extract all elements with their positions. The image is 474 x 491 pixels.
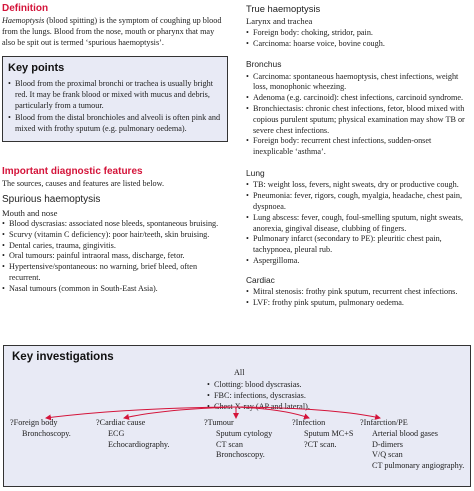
branch-infarction: [360, 418, 464, 472]
lung-title: Lung: [246, 168, 265, 179]
branch-item: V/Q scan: [372, 450, 403, 460]
key-investigations-title: Key investigations: [12, 351, 114, 363]
branch-cardiac: [96, 418, 170, 450]
mouth-nose-title: Mouth and nose: [2, 207, 58, 218]
lung-item: • Pulmonary infarct (secondary to PE): pleuritic chest pain, tachypnoea, pleural rub.: [246, 234, 472, 256]
mouth-nose-item: • Nasal tumours (common in South-East Asia).: [2, 284, 228, 295]
definition-title: Definition: [2, 3, 49, 14]
lung-item: • Pneumonia: fever, rigors, cough, myalgia, headache, chest pain, dyspnoea.: [246, 191, 472, 213]
branch-head: ?Tumour: [204, 418, 234, 427]
diagnostic-title: Important diagnostic features: [2, 166, 143, 178]
definition-body: (blood spitting) is the symptom of coughing up blood from the lungs. Blood from the nose, mouth or pharynx that may also be spit out is termed ‘spurious haemoptysis’.: [2, 16, 222, 47]
lung-item: • TB: weight loss, fevers, night sweats, dry or productive cough.: [246, 180, 472, 191]
branch-item: Sputum cytology: [216, 428, 273, 438]
branch-item: D-dimers: [372, 439, 403, 449]
mouth-nose-item: • Hypertensive/spontaneous: no warning, brief bleed, often recurrent.: [2, 262, 228, 284]
branch-foreign-body: [10, 418, 71, 440]
key-point-item: • Blood from the proximal bronchi or trachea is usually bright red. It may be frank blood or mixed with mucus and debris, particularly from a tumour.: [8, 79, 222, 111]
larynx-item: • Carcinoma: hoarse voice, bovine cough.: [246, 39, 472, 50]
branch-item: CT scan: [216, 439, 243, 449]
right-column: [246, 3, 472, 309]
larynx-list: [246, 28, 472, 50]
all-investigation-item: • FBC: infections, dyscrasias.: [207, 391, 417, 402]
diagnostic-intro: The sources, causes and features are listed below.: [2, 178, 165, 188]
branch-head: ?Infarction/PE: [360, 418, 408, 427]
branch-item: ?CT scan.: [304, 439, 337, 449]
bronchus-title: Bronchus: [246, 59, 282, 70]
cardiac-item: • Mitral stenosis: frothy pink sputum, recurrent chest infections.: [246, 287, 472, 298]
larynx-item: • Foreign body: choking, stridor, pain.: [246, 28, 472, 39]
key-investigations-box: [3, 345, 471, 487]
key-point-item: • Blood from the distal bronchioles and alveoli is often pink and mixed with frothy sputum (e.g. pulmonary oedema).: [8, 113, 222, 135]
cardiac-list: [246, 287, 472, 309]
all-label: All: [234, 368, 245, 377]
cardiac-title: Cardiac: [246, 274, 275, 285]
mouth-nose-item: • Oral tumours: painful intraoral mass, discharge, fetor.: [2, 251, 228, 262]
bronchus-item: • Carcinoma: spontaneous haemoptysis, chest infections, weight loss, monophonic wheezing.: [246, 72, 472, 94]
left-column: [2, 2, 228, 295]
all-investigation-item: • Clotting: blood dyscrasias.: [207, 380, 417, 391]
branch-head: ?Foreign body: [10, 418, 58, 427]
mouth-nose-item: • Dental caries, trauma, gingivitis.: [2, 241, 228, 252]
spurious-title: Spurious haemoptysis: [2, 194, 101, 206]
arrow-cardiac: [124, 407, 236, 418]
mouth-nose-list: [2, 219, 228, 295]
branch-item: Echocardiography.: [108, 439, 170, 449]
arrow-foreign-body: [46, 407, 236, 418]
larynx-title: Larynx and trachea: [246, 16, 313, 27]
branch-head: ?Infection: [292, 418, 326, 427]
definition-text: [2, 16, 228, 48]
lung-item: • Lung abscess: fever, cough, foul-smelling sputum, night sweats, anorexia, gingival disease, clubbing of fingers.: [246, 213, 472, 235]
bronchus-list: [246, 72, 472, 159]
key-points-list: [8, 79, 222, 134]
branch-item: Bronchoscopy.: [216, 450, 265, 460]
lung-list: [246, 180, 472, 267]
branch-item: Arterial blood gases: [372, 428, 438, 438]
cardiac-item: • LVF: frothy pink sputum, pulmonary oedema.: [246, 298, 472, 309]
mouth-nose-item: • Scurvy (vitamin C deficiency): poor hair/teeth, skin bruising.: [2, 230, 228, 241]
mouth-nose-item: • Blood dyscrasias: associated nose bleeds, spontaneous bruising.: [2, 219, 228, 230]
lung-item: • Aspergilloma.: [246, 256, 472, 267]
branch-item: Sputum MC+S: [304, 428, 354, 438]
bronchus-item: • Bronchiectasis: chronic chest infections, fetor, blood mixed with copious purulent sputum; physical examination may show TB or severe chest infections.: [246, 104, 472, 136]
branch-head: ?Cardiac cause: [96, 418, 146, 427]
branch-item: ECG: [108, 428, 125, 438]
bronchus-item: • Adenoma (e.g. carcinoid): chest infections, carcinoid syndrome.: [246, 93, 472, 104]
key-points-box: [2, 56, 228, 143]
all-investigation-item: • Chest X-ray (AP and lateral).: [207, 402, 417, 413]
key-points-title: Key points: [8, 61, 65, 74]
branch-infection: [292, 418, 353, 450]
branch-item: Bronchoscopy.: [22, 428, 71, 438]
branch-tumour: [204, 418, 272, 461]
definition-term: Haemoptysis: [2, 16, 45, 26]
branch-item: CT pulmonary angiography.: [372, 461, 465, 471]
bronchus-item: • Foreign body: recurrent chest infections, sudden-onset inexplicable ‘asthma’.: [246, 136, 472, 158]
true-haemoptysis-title: True haemoptysis: [246, 3, 321, 14]
